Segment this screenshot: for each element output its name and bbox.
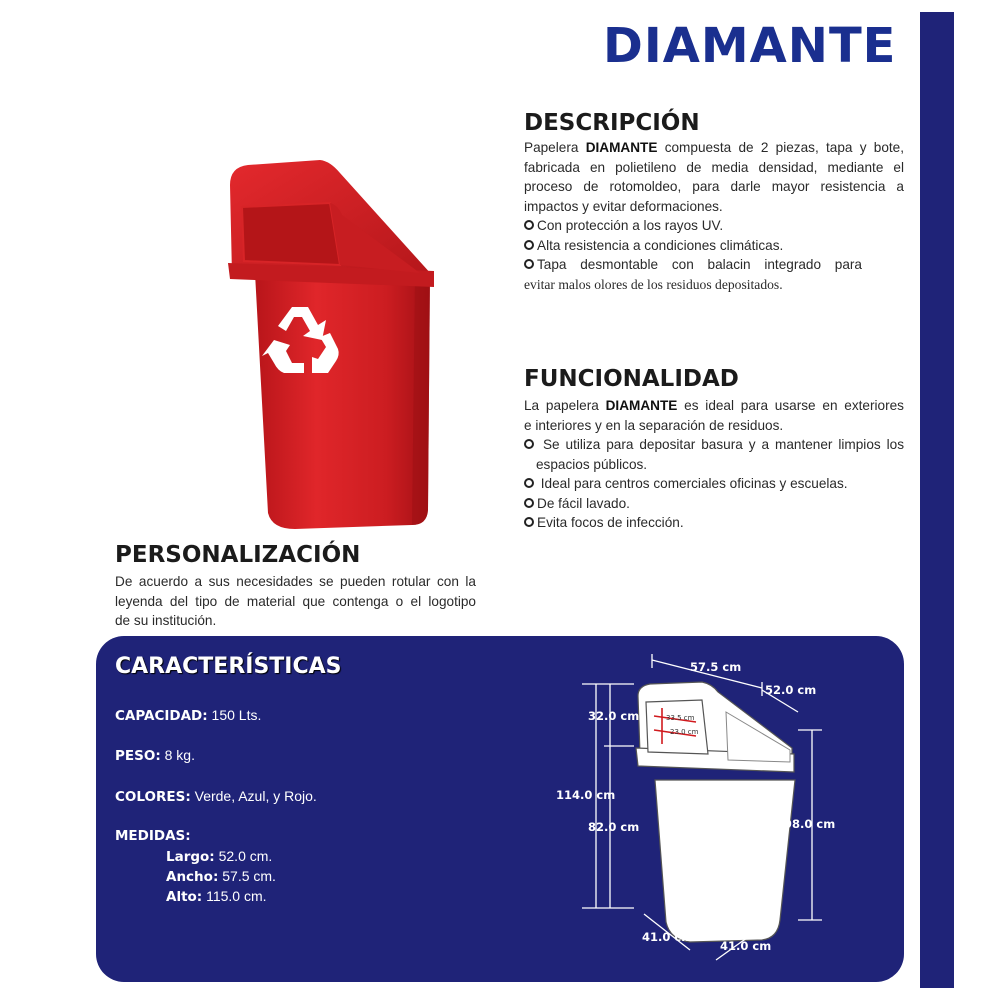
funcionalidad-bullet-1-cont: espacios públicos. [536, 456, 648, 472]
funcionalidad-bullet-3: De fácil lavado. [524, 494, 904, 514]
descripcion-line-3: proceso de rotomoldeo, para darle mayor resistencia a [524, 179, 904, 194]
descripcion-text [524, 138, 904, 294]
opening-width-label: 33.5 cm [666, 714, 695, 722]
bullet-icon [524, 517, 534, 527]
personalizacion-line-2: leyenda del tipo de material que contenga o el logotipo [115, 593, 476, 609]
personalizacion-text [115, 572, 476, 631]
bullet-icon [524, 259, 534, 269]
descripcion-line-1: Papelera DIAMANTE compuesta de 2 piezas, tapa y bote, [524, 140, 904, 155]
side-height-label: 98.0 cm [784, 817, 836, 831]
product-photo-red-bin [180, 125, 480, 555]
opening-height-label: 23.0 cm [670, 728, 699, 736]
bin-body [255, 273, 430, 529]
caracteristicas-heading: CARACTERÍSTICAS [115, 654, 342, 679]
medidas-label: MEDIDAS: [115, 828, 191, 844]
bottom-left-label: 41.0 cm [642, 930, 694, 944]
bullet-icon [524, 498, 534, 508]
bullet-icon [524, 439, 534, 449]
descripcion-line-2: fabricada en polietileno de media densidad, mediante el [524, 159, 904, 175]
colores-row: COLORES: Verde, Azul, y Rojo. [115, 788, 317, 805]
descripcion-bullet-3-cont: evitar malos olores de los residuos depositados. [524, 276, 783, 292]
peso-row: PESO: 8 kg. [115, 747, 195, 764]
descripcion-bullet-3: Tapa desmontable con balacin integrado para [524, 255, 862, 275]
descripcion-bullet-2: Alta resistencia a condiciones climáticas. [524, 236, 904, 256]
bullet-icon [524, 240, 534, 250]
bin-outline [636, 682, 795, 942]
funcionalidad-line-1: La papelera DIAMANTE es ideal para usarse en exteriores [524, 398, 904, 413]
funcionalidad-text [524, 396, 904, 533]
largo-row: Largo: 52.0 cm. [166, 848, 273, 865]
personalizacion-line-1: De acuerdo a sus necesidades se pueden rotular con la [115, 574, 476, 589]
descripcion-heading: DESCRIPCIÓN [524, 110, 700, 136]
descripcion-bullet-1: Con protección a los rayos UV. [524, 216, 904, 236]
alto-row: Alto: 115.0 cm. [166, 888, 267, 905]
dimension-diagram [550, 650, 850, 980]
top-depth-label: 52.0 cm [765, 683, 817, 697]
descripcion-line-4: impactos y evitar deformaciones. [524, 198, 723, 214]
funcionalidad-line-2: e interiores y en la separación de residuos. [524, 417, 784, 433]
side-accent-bar [920, 12, 954, 988]
funcionalidad-bullet-2: Ideal para centros comerciales oficinas y escuelas. [524, 474, 904, 494]
bullet-icon [524, 220, 534, 230]
bottom-right-label: 41.0 cm [720, 939, 772, 953]
funcionalidad-bullet-1: Se utiliza para depositar basura y a mantener limpios los [524, 435, 904, 455]
funcionalidad-heading: FUNCIONALIDAD [524, 366, 739, 392]
top-width-label: 57.5 cm [690, 660, 742, 674]
total-height-label: 114.0 cm [556, 788, 616, 802]
personalizacion-line-3: de su institución. [115, 613, 217, 628]
bullet-icon [524, 478, 534, 488]
product-title: DIAMANTE [603, 18, 897, 74]
ancho-row: Ancho: 57.5 cm. [166, 868, 276, 885]
lid-opening [242, 203, 340, 265]
body-height-label: 82.0 cm [588, 820, 640, 834]
personalizacion-heading: PERSONALIZACIÓN [115, 542, 361, 568]
lid-height-label: 32.0 cm [588, 709, 640, 723]
funcionalidad-bullet-4: Evita focos de infección. [524, 513, 904, 533]
capacidad-row: CAPACIDAD: 150 Lts. [115, 707, 262, 724]
